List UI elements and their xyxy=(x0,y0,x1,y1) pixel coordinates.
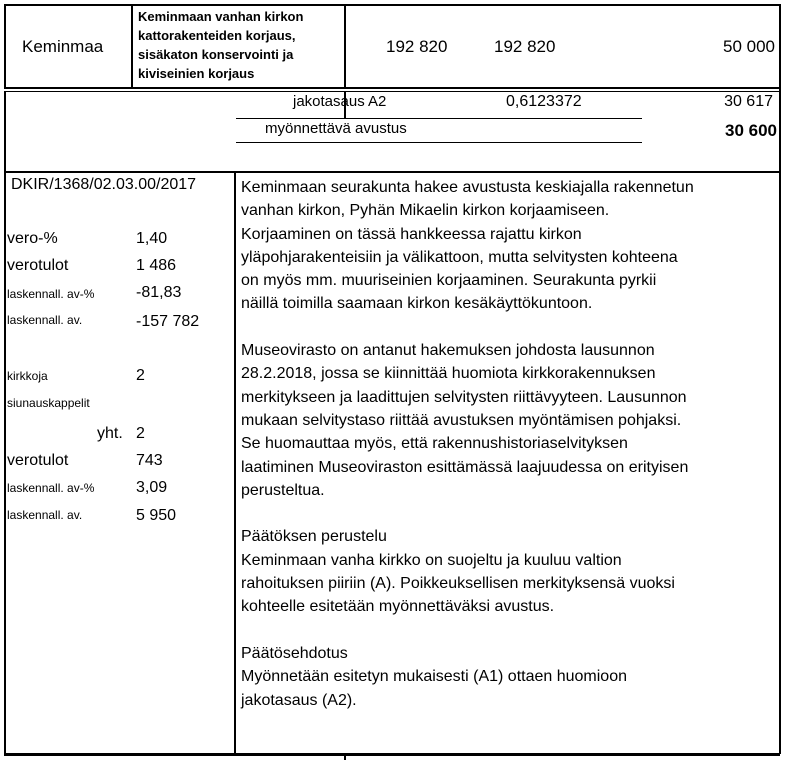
diary-number: DKIR/1368/02.03.00/2017 xyxy=(11,176,197,193)
project-description: Keminmaan vanhan kirkon kattorakenteiden korjaus, sisäkaton konservointi ja kiviseinien korjaus xyxy=(138,9,304,81)
paragraph-application: Keminmaan seurakunta hakee avustusta keskiajalla rakennetun vanhan kirkon, Pyhän Mikaelin kirkon korjaamiseen. Korjaaminen on tässä hankkeessa rajattu kirkon yläpohjarakenteisiin ja välikattoon, mutta selvitysten kohteena on myös mm. muuriseinien korjaaminen. Seurakunta pyrkii näillä toimilla saamaan kirkon kesäkäyttökuntoon. xyxy=(241,179,694,313)
paragraph-justification: Keminmaan vanha kirkko on suojeltu ja kuuluu valtion rahoituksen piiriin (A). Poikkeuksellisen merkityksensä vuoksi kohteelle esitetään myönnettäväksi avustus. xyxy=(241,551,675,616)
lask-av2-label: laskennall. av. xyxy=(7,508,83,522)
border-calc-top xyxy=(4,91,780,92)
lask-av-pct-value: -81,83 xyxy=(136,284,182,301)
vero-label: vero-% xyxy=(7,230,58,247)
border-row1-bottom xyxy=(4,87,780,89)
paragraph-statement: Museovirasto on antanut hakemuksen johdosta lausunnon 28.2.2018, jossa se kiinnittää huomiota kirkkorakennuksen merkitykseen ja laadittujen selvitysten riittävyyteen. Lausunnon mukaan selvitystaso riittää avustuksen myöntämisen pohjaksi. Se huomauttaa myös, että rakennushistoriaselvityksen laatiminen Museoviraston esittämässä laajuudessa on erityisen perusteltua. xyxy=(241,342,689,499)
siunauskappelit-label: siunauskappelit xyxy=(7,396,90,410)
amount-accepted: 192 820 xyxy=(494,37,556,56)
lask-av-pct-label: laskennall. av-% xyxy=(7,287,95,301)
amount-proposed: 50 000 xyxy=(723,37,775,56)
paragraph-proposal: Myönnetään esitetyn mukaisesti (A1) ottaen huomioon jakotasaus (A2). xyxy=(241,668,627,709)
jakotasaus-value: 30 617 xyxy=(724,93,773,110)
decision-text xyxy=(241,176,781,712)
lask-av-label: laskennall. av. xyxy=(7,313,83,327)
heading-proposal: Päätösehdotus xyxy=(241,644,348,662)
divider-name-desc xyxy=(131,4,133,88)
lask-av2-value: 5 950 xyxy=(136,507,177,524)
lask-av-pct2-value: 3,09 xyxy=(136,479,168,496)
verotulot-value: 1 486 xyxy=(136,257,177,274)
border-left-top xyxy=(4,4,6,88)
border-left-calc xyxy=(4,91,6,171)
jakotasaus-label: jakotasaus A2 xyxy=(293,93,387,110)
divider-bottom-stub xyxy=(344,754,346,760)
vero-value: 1,40 xyxy=(136,230,168,247)
divider-desc-amounts xyxy=(344,4,346,88)
kirkkoja-label: kirkkoja xyxy=(7,369,48,383)
amount-applied: 192 820 xyxy=(386,37,448,56)
yht-value: 2 xyxy=(136,425,145,442)
avustus-value: 30 600 xyxy=(725,121,777,140)
yht-label: yht. xyxy=(97,425,123,442)
avustus-label: myönnettävä avustus xyxy=(265,120,407,137)
underline-avustus xyxy=(236,142,642,143)
verotulot2-value: 743 xyxy=(136,452,163,469)
lask-av-value: -157 782 xyxy=(136,313,200,330)
lask-av-pct2-label: laskennall. av-% xyxy=(7,481,95,495)
divider-main xyxy=(234,171,236,754)
border-left-main xyxy=(4,171,6,754)
border-top xyxy=(4,4,780,6)
underline-jakotasaus xyxy=(236,118,642,119)
border-main-bottom xyxy=(4,753,780,756)
applicant-name: Keminmaa xyxy=(22,37,104,56)
kirkkoja-value: 2 xyxy=(136,367,145,384)
verotulot-label: verotulot xyxy=(7,257,69,274)
verotulot2-label: verotulot xyxy=(7,452,69,469)
jakotasaus-factor: 0,6123372 xyxy=(506,93,582,110)
border-section-top xyxy=(4,171,780,173)
heading-justification: Päätöksen perustelu xyxy=(241,528,387,546)
